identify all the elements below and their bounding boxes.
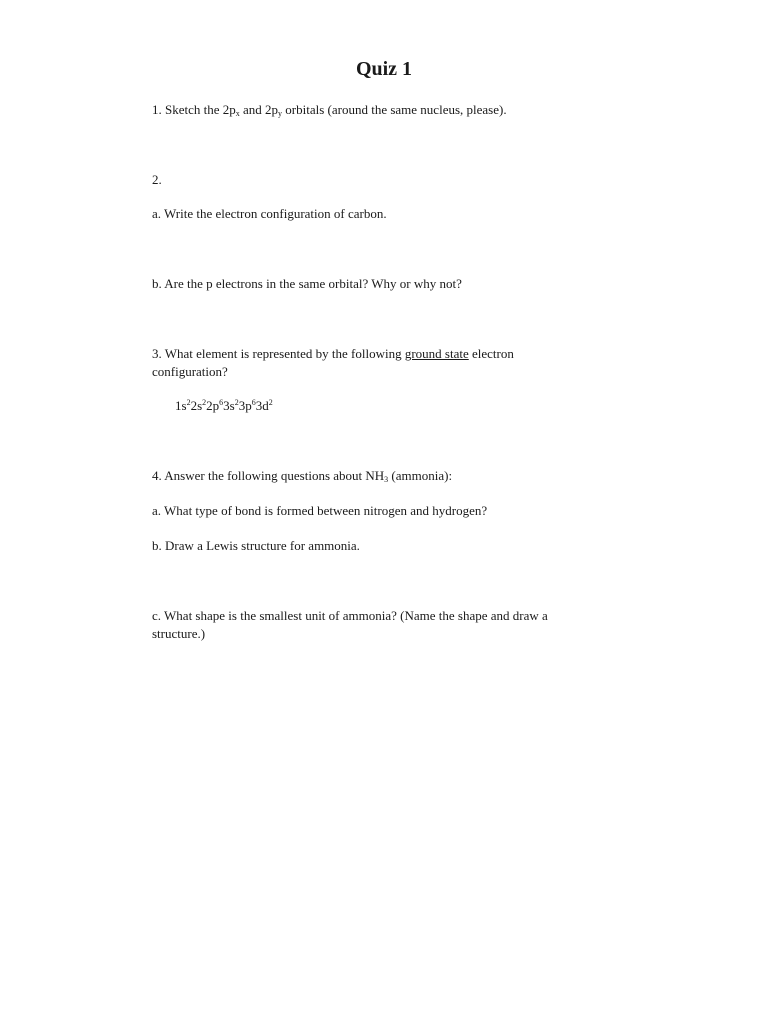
- q1-suffix: orbitals (around the same nucleus, please).: [282, 102, 507, 117]
- config-term-2s: $2s^2$: [190, 398, 207, 413]
- question-2a: a. Write the electron configuration of carbon.: [152, 206, 387, 221]
- q3-underlined-term: ground state: [404, 346, 469, 361]
- config-term-3d: $3d^2$: [255, 398, 273, 413]
- q1-prefix: 1. Sketch the 2p: [152, 102, 236, 117]
- question-4b: b. Draw a Lewis structure for ammonia.: [152, 538, 360, 553]
- q4-suffix: (ammonia):: [388, 468, 453, 483]
- config-term-3p: $3p^6$: [238, 398, 256, 413]
- question-3-line-2: configuration?: [152, 364, 228, 379]
- config-term-3s: $3s^2$: [223, 398, 239, 413]
- question-4c-line-1: c. What shape is the smallest unit of ammonia? (Name the shape and draw a: [152, 608, 548, 623]
- question-2b: b. Are the p electrons in the same orbital? Why or why not?: [152, 276, 462, 291]
- question-3-line-1: [152, 345, 632, 363]
- q1-mid: and 2p: [239, 102, 279, 117]
- config-term-1s: $1s^2$: [175, 398, 191, 413]
- question-1: [152, 101, 632, 119]
- q4-sub: 3: [384, 475, 389, 484]
- q3-prefix: 3. What element is represented by the following: [152, 346, 405, 361]
- question-4c-line-2: structure.): [152, 626, 206, 641]
- q1-sub-x: x: [235, 109, 240, 118]
- question-4a: a. What type of bond is formed between nitrogen and hydrogen?: [152, 503, 488, 518]
- question-2-number: 2.: [152, 172, 162, 187]
- config-term-2p: $2p^6$: [206, 398, 224, 413]
- q4-prefix: 4. Answer the following questions about NH: [152, 468, 385, 483]
- q1-sub-y: y: [278, 109, 283, 118]
- page-title: Quiz 1: [355, 58, 413, 80]
- q3-suffix: electron: [468, 346, 514, 361]
- electron-configuration: [175, 397, 655, 415]
- question-4: [152, 467, 632, 485]
